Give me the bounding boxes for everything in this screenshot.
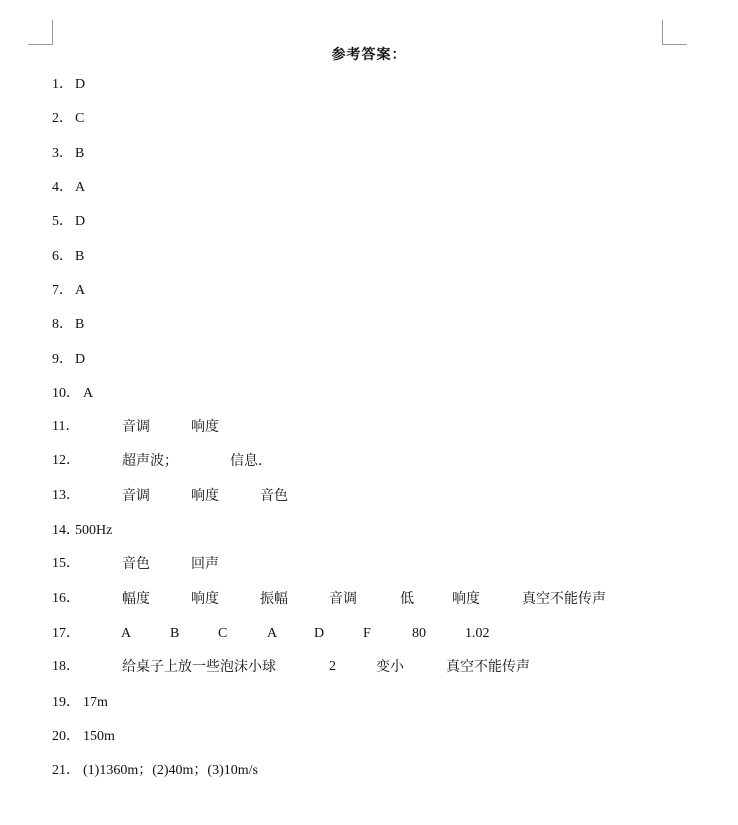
answer-text: A	[75, 180, 86, 195]
answer-text: 响度	[191, 419, 219, 435]
question-number: 9．	[52, 352, 73, 367]
answer-text: 音调	[122, 488, 150, 504]
question-number: 19．	[52, 695, 80, 710]
answer-text: 1.02	[465, 626, 490, 641]
answer-text: D	[314, 626, 325, 641]
answer-text: B	[75, 146, 85, 161]
question-number: 5．	[52, 214, 73, 229]
answer-text: D	[75, 214, 86, 229]
answer-text: A	[121, 626, 132, 641]
question-number: 7．	[52, 283, 73, 298]
answer-text: 变小	[376, 659, 404, 675]
question-number: 8．	[52, 317, 73, 332]
answer-text: 2	[329, 659, 336, 674]
answer-text: 回声	[191, 556, 219, 572]
question-number: 15．	[52, 556, 80, 571]
answer-text: 150m	[83, 729, 115, 744]
answer-text: 给桌子上放一些泡沫小球	[122, 659, 276, 675]
answer-text: F	[363, 626, 371, 641]
answer-text: B	[170, 626, 180, 641]
question-number: 11．	[52, 419, 80, 434]
question-number: 20．	[52, 729, 80, 744]
answer-text: D	[75, 352, 86, 367]
answer-text: B	[75, 249, 85, 264]
answer-text: 振幅	[260, 591, 288, 607]
answer-text: 真空不能传声	[446, 659, 530, 675]
page-title: 参考答案：	[331, 47, 407, 63]
answer-text: 幅度	[122, 591, 150, 607]
page-corner-mark-top-right	[662, 20, 687, 45]
answer-text: 音色	[260, 488, 288, 504]
question-number: 17．	[52, 626, 80, 641]
answer-text: 500Hz	[75, 523, 113, 538]
answer-text: 信息．	[230, 453, 272, 469]
answer-text: 真空不能传声	[522, 591, 606, 607]
question-number: 16．	[52, 591, 80, 606]
answer-text: 80	[412, 626, 426, 641]
answer-text: 音调	[122, 419, 150, 435]
answer-text: (1)1360m；(2)40m；(3)10m/s	[83, 763, 258, 778]
answer-text: 低	[400, 591, 414, 607]
answer-text: 音调	[329, 591, 357, 607]
answer-text: A	[75, 283, 86, 298]
answer-text: 音色	[122, 556, 150, 572]
page-corner-mark-top-left	[28, 20, 53, 45]
question-number: 4．	[52, 180, 73, 195]
answer-text: C	[218, 626, 228, 641]
answer-text: A	[267, 626, 278, 641]
question-number: 3．	[52, 146, 73, 161]
question-number: 1．	[52, 77, 73, 92]
answer-text: 响度	[191, 488, 219, 504]
answer-text: A	[83, 386, 94, 401]
answer-text: 17m	[83, 695, 108, 710]
question-number: 21．	[52, 763, 80, 778]
question-number: 6．	[52, 249, 73, 264]
question-number: 10．	[52, 386, 80, 401]
answer-text: 超声波；	[122, 453, 178, 469]
answer-text: B	[75, 317, 85, 332]
question-number: 12．	[52, 453, 80, 468]
question-number: 2．	[52, 111, 73, 126]
answer-text: 响度	[191, 591, 219, 607]
question-number: 18．	[52, 659, 80, 674]
question-number: 13．	[52, 488, 80, 503]
answer-text: D	[75, 77, 86, 92]
question-number: 14．	[52, 523, 80, 538]
answer-text: C	[75, 111, 85, 126]
answer-text: 响度	[452, 591, 480, 607]
